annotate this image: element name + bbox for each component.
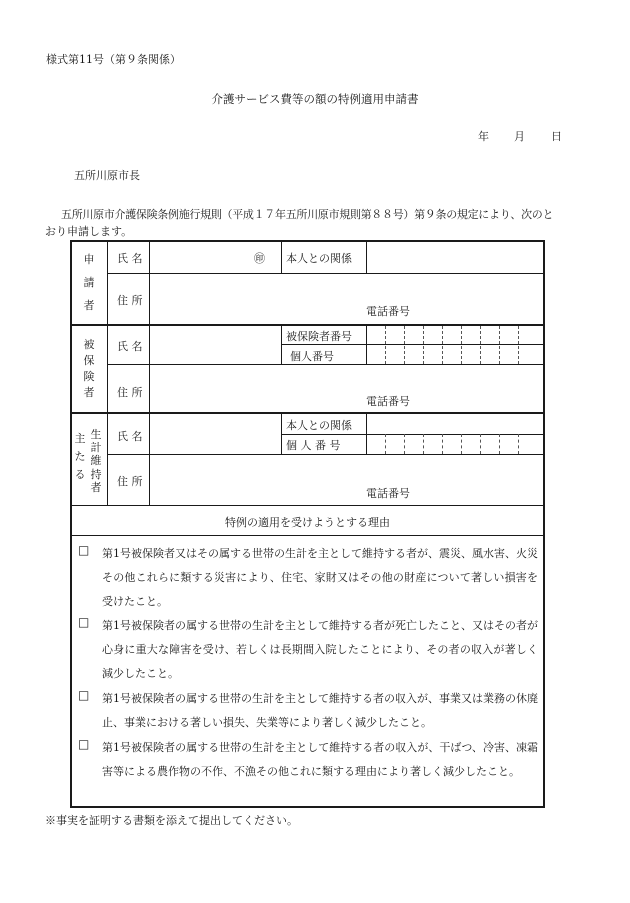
applicant-name-label: 氏 名 bbox=[117, 252, 143, 265]
column-line bbox=[281, 326, 282, 364]
document-title: 介護サービス費等の額の特例適用申請書 bbox=[211, 92, 419, 106]
insured-personal-number-label: 個人番号 bbox=[290, 350, 334, 363]
insured-number-field[interactable] bbox=[367, 326, 543, 344]
insured-number-label: 被保険者番号 bbox=[286, 330, 352, 343]
insured-name-field[interactable] bbox=[150, 326, 281, 364]
applicant-address-label: 住 所 bbox=[117, 294, 143, 307]
applicant-address-field[interactable] bbox=[150, 274, 543, 324]
supporter-section-label-b: 生 計 維 持 者 bbox=[90, 428, 102, 494]
supporter-personal-number-label: 個 人 番 号 bbox=[286, 439, 341, 452]
applicant-phone-label: 電話番号 bbox=[366, 305, 410, 318]
applicant-relation-field[interactable] bbox=[367, 242, 543, 273]
checkbox[interactable]: □ bbox=[78, 737, 90, 751]
column-line bbox=[281, 240, 282, 273]
reason-text: 第1号被保険者の属する世帯の生計を主として維持する者の収入が、干ばつ、冷害、凍霜害等による農作物の不作、不漁その他これに類する理由により著しく減少したこと。 bbox=[102, 741, 538, 778]
supporter-name-label: 氏 名 bbox=[117, 430, 143, 443]
table-border-bottom bbox=[70, 806, 545, 808]
supporter-address-label: 住 所 bbox=[117, 475, 143, 488]
reasons-heading: 特例の適用を受けようとする理由 bbox=[225, 516, 390, 529]
supporter-address-field[interactable] bbox=[150, 455, 543, 505]
footnote: ※事実を証明する書類を添えて提出してください。 bbox=[45, 814, 298, 827]
checkbox[interactable]: □ bbox=[78, 615, 90, 629]
checkbox[interactable]: □ bbox=[78, 688, 90, 702]
column-line bbox=[107, 240, 108, 505]
reason-text: 第1号被保険者の属する世帯の生計を主として維持する者の収入が、事業又は業務の休廃止、事業における著しい損失、失業等により著しく減少したこと。 bbox=[102, 692, 538, 729]
supporter-name-field[interactable] bbox=[150, 414, 281, 454]
insured-section-label: 被 保 険 者 bbox=[83, 338, 95, 399]
insured-name-label: 氏 名 bbox=[117, 340, 143, 353]
form-number: 様式第11号（第９条関係） bbox=[46, 53, 181, 66]
supporter-phone-label: 電話番号 bbox=[366, 487, 410, 500]
column-line bbox=[281, 414, 282, 454]
seal-mark: ㊞ bbox=[254, 252, 265, 265]
insured-address-label: 住 所 bbox=[117, 386, 143, 399]
checkbox[interactable]: □ bbox=[78, 543, 90, 557]
supporter-section-label-a: 主 た る bbox=[74, 432, 86, 482]
intro-text-line-2: おり申請します。 bbox=[45, 225, 133, 238]
section-divider bbox=[70, 505, 545, 506]
date-month-label: 月 bbox=[514, 130, 525, 143]
reason-text: 第1号被保険者又はその属する世帯の生計を主として維持する者が、震災、風水害、火災その他これらに類する災害により、住宅、家財又はその他の財産について著しい損害を受けたこと。 bbox=[102, 547, 538, 608]
section-divider bbox=[70, 535, 545, 536]
addressee: 五所川原市長 bbox=[74, 169, 140, 182]
insured-phone-label: 電話番号 bbox=[366, 395, 410, 408]
date-day-label: 日 bbox=[551, 130, 562, 143]
supporter-personal-number-field[interactable] bbox=[367, 435, 543, 454]
insured-personal-number-field[interactable] bbox=[367, 345, 543, 364]
date-year-label: 年 bbox=[478, 130, 489, 143]
application-form-table bbox=[70, 240, 545, 808]
intro-text-line-1: 五所川原市介護保険条例施行規則（平成１７年五所川原市規則第８８号）第９条の規定により、次のと bbox=[61, 208, 554, 221]
insured-address-field[interactable] bbox=[150, 365, 543, 412]
reason-text: 第1号被保険者の属する世帯の生計を主として維持する者が死亡したこと、又はその者が心身に重大な障害を受け、若しくは長期間入院したことにより、その者の収入が著しく減少したこと。 bbox=[102, 619, 538, 680]
applicant-relation-label: 本人との関係 bbox=[286, 252, 352, 265]
supporter-relation-label: 本人との関係 bbox=[286, 419, 352, 432]
applicant-section-label: 申 請 者 bbox=[83, 253, 95, 313]
supporter-relation-field[interactable] bbox=[367, 414, 543, 434]
